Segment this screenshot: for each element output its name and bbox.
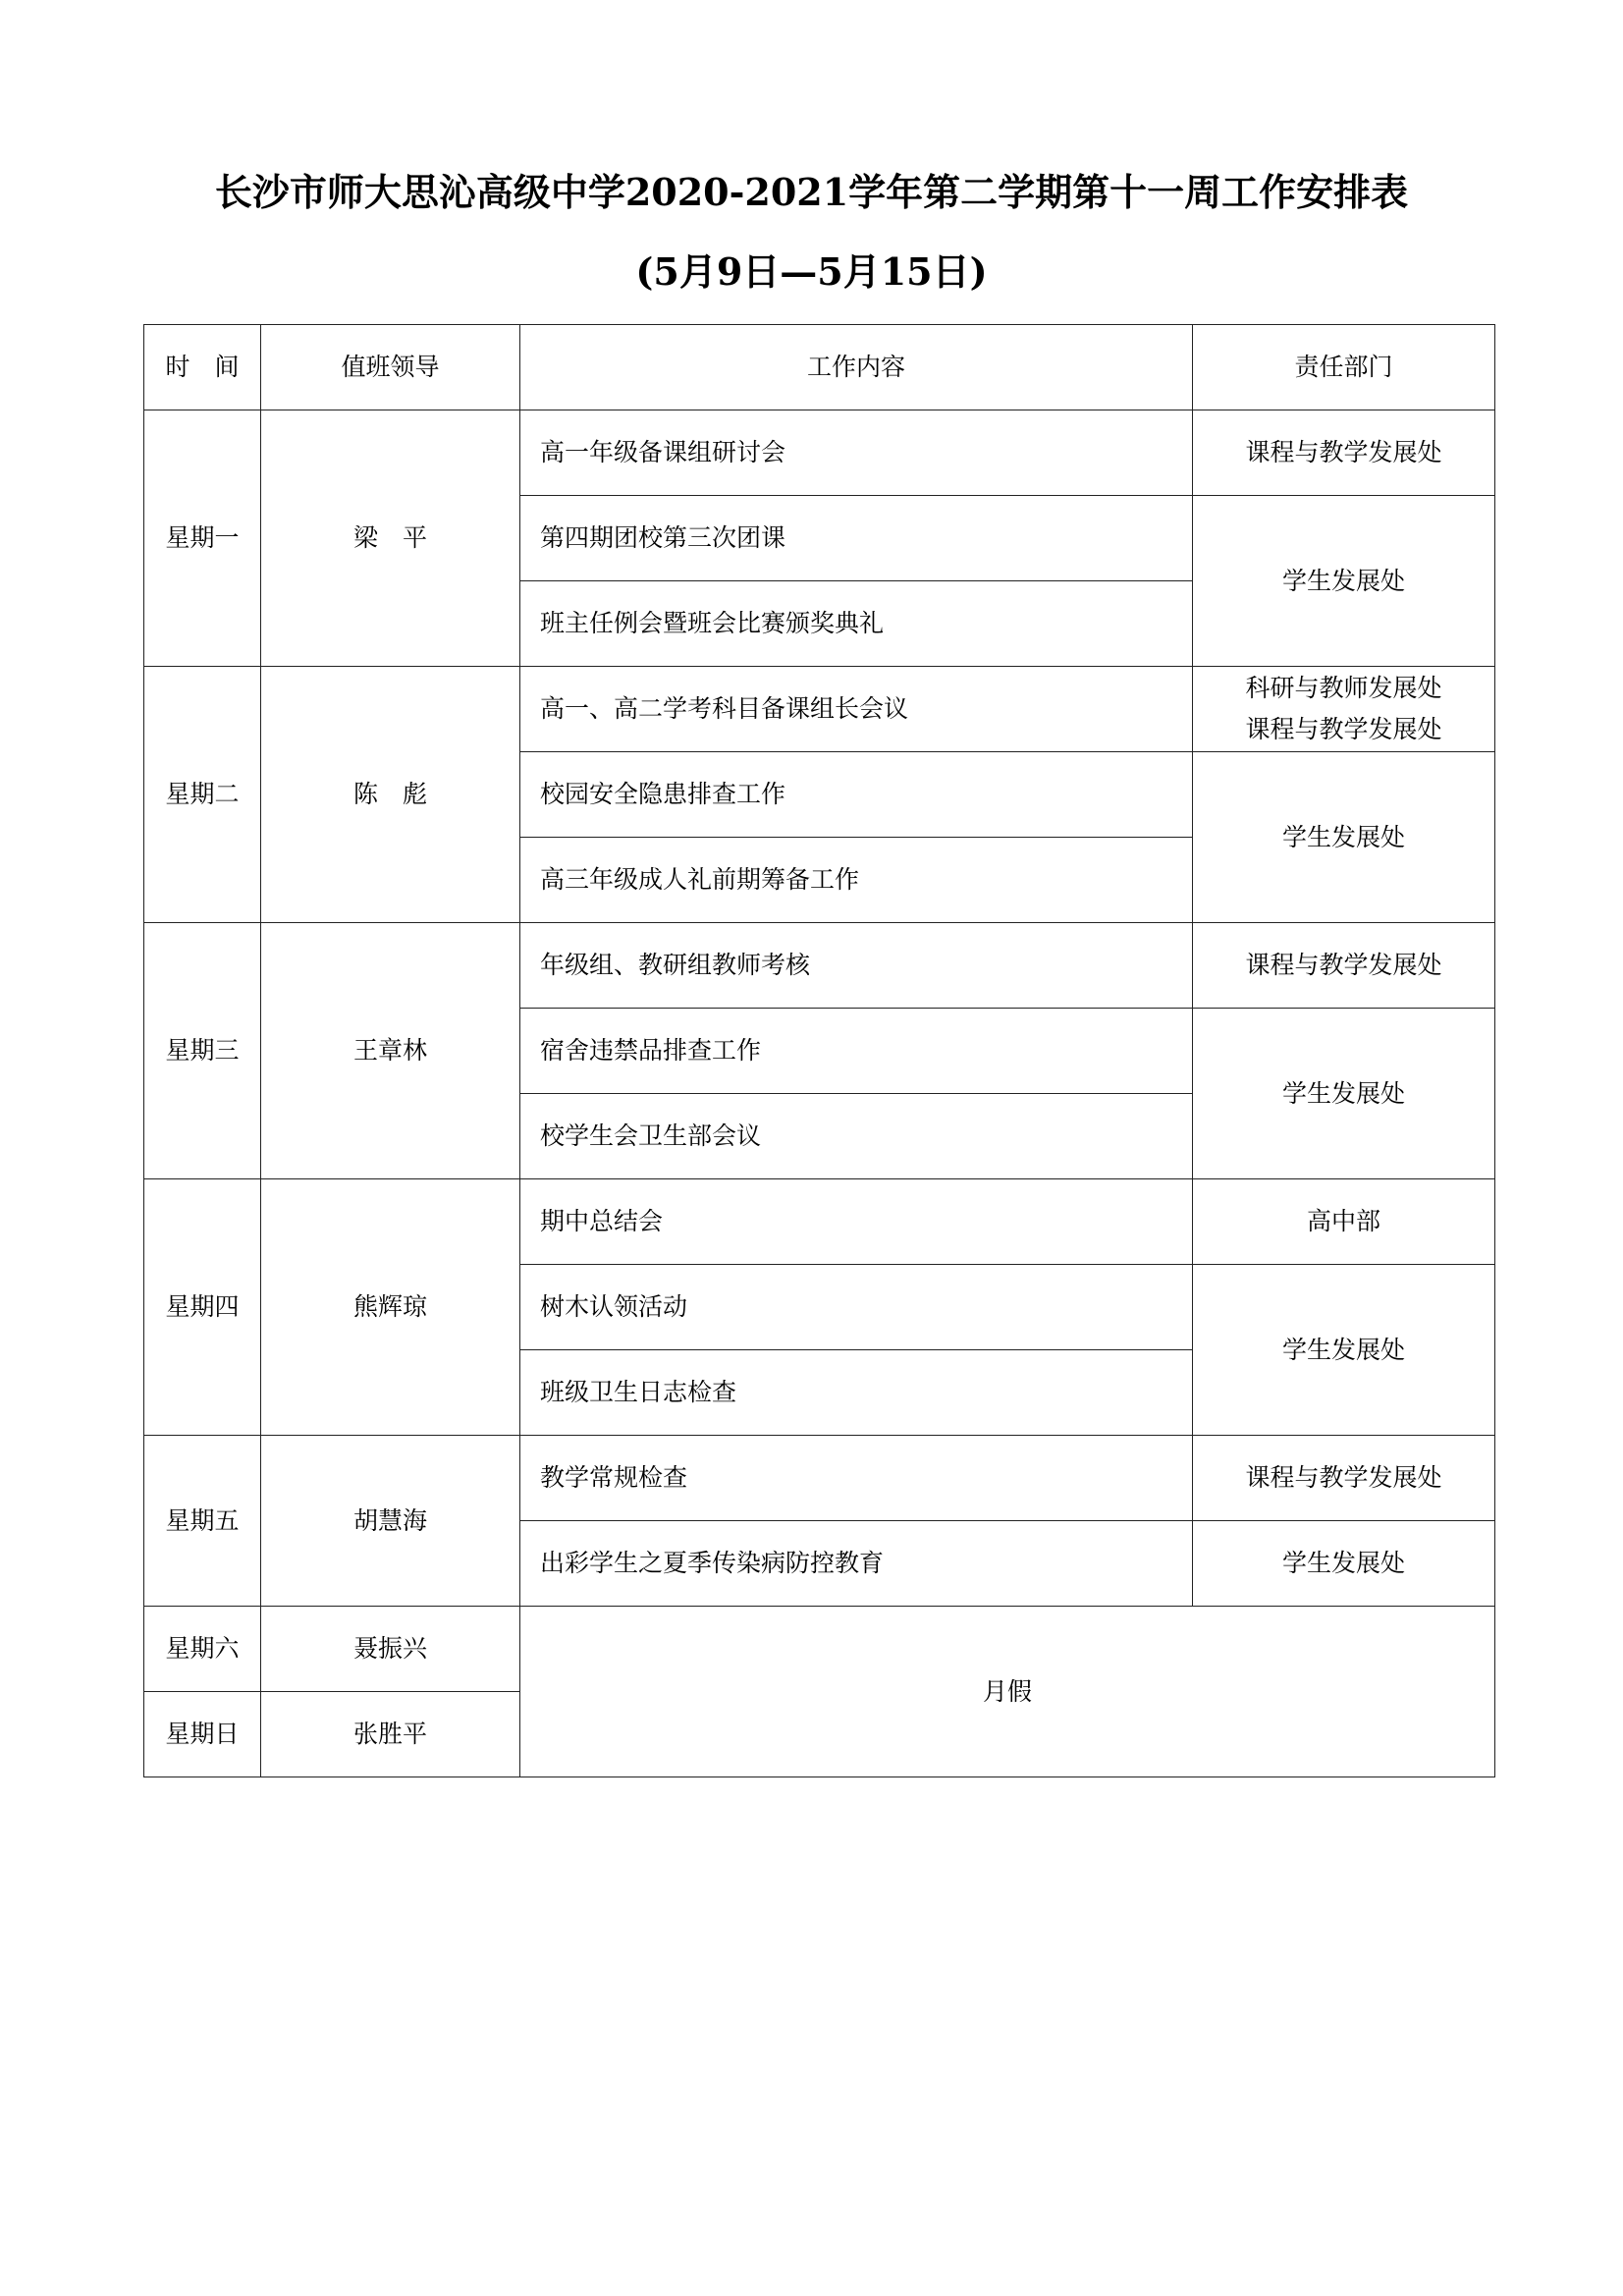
task-cell: 校园安全隐患排查工作 bbox=[520, 752, 1193, 838]
task-cell: 教学常规检查 bbox=[520, 1436, 1193, 1521]
dept-line: 科研与教师发展处 bbox=[1245, 674, 1442, 702]
task-cell: 高一年级备课组研讨会 bbox=[520, 410, 1193, 496]
task-cell: 出彩学生之夏季传染病防控教育 bbox=[520, 1521, 1193, 1607]
dept-cell: 学生发展处 bbox=[1193, 1009, 1495, 1179]
task-cell: 宿舍违禁品排查工作 bbox=[520, 1009, 1193, 1094]
dept-cell: 课程与教学发展处 bbox=[1193, 923, 1495, 1009]
table-row bbox=[144, 1179, 1495, 1265]
task-cell: 高三年级成人礼前期筹备工作 bbox=[520, 838, 1193, 923]
leader-cell: 熊辉琼 bbox=[261, 1179, 520, 1436]
dept-cell: 学生发展处 bbox=[1193, 752, 1495, 923]
table-row bbox=[144, 1607, 1495, 1692]
leader-cell: 张胜平 bbox=[261, 1692, 520, 1777]
header-time: 时 间 bbox=[144, 325, 261, 410]
task-cell: 班主任例会暨班会比赛颁奖典礼 bbox=[520, 581, 1193, 667]
dept-line: 课程与教学发展处 bbox=[1245, 715, 1442, 743]
dept-cell: 高中部 bbox=[1193, 1179, 1495, 1265]
day-cell: 星期三 bbox=[144, 923, 261, 1179]
task-cell: 班级卫生日志检查 bbox=[520, 1350, 1193, 1436]
day-cell: 星期四 bbox=[144, 1179, 261, 1436]
leader-cell: 胡慧海 bbox=[261, 1436, 520, 1607]
schedule-table bbox=[143, 324, 1495, 1777]
task-cell: 年级组、教研组教师考核 bbox=[520, 923, 1193, 1009]
header-row bbox=[144, 325, 1495, 410]
table-row bbox=[144, 1436, 1495, 1521]
header-dept: 责任部门 bbox=[1193, 325, 1495, 410]
header-content: 工作内容 bbox=[520, 325, 1193, 410]
page-title: 长沙市师大思沁高级中学2020-2021学年第二学期第十一周工作安排表 bbox=[214, 170, 1409, 214]
table-row bbox=[144, 923, 1495, 1009]
day-cell: 星期六 bbox=[144, 1607, 261, 1692]
dept-cell: 课程与教学发展处 bbox=[1193, 1436, 1495, 1521]
task-cell: 校学生会卫生部会议 bbox=[520, 1094, 1193, 1179]
header-leader: 值班领导 bbox=[261, 325, 520, 410]
table-row bbox=[144, 410, 1495, 496]
table-row bbox=[144, 667, 1495, 752]
dept-cell: 学生发展处 bbox=[1193, 1265, 1495, 1436]
task-cell: 树木认领活动 bbox=[520, 1265, 1193, 1350]
day-cell: 星期二 bbox=[144, 667, 261, 923]
date-range-subtitle: (5月9日—5月15日) bbox=[635, 249, 988, 294]
task-cell: 高一、高二学考科目备课组长会议 bbox=[520, 667, 1193, 752]
leader-cell: 梁 平 bbox=[261, 410, 520, 667]
task-cell: 第四期团校第三次团课 bbox=[520, 496, 1193, 581]
task-cell: 期中总结会 bbox=[520, 1179, 1193, 1265]
weekend-note-cell: 月假 bbox=[520, 1607, 1495, 1777]
leader-cell: 聂振兴 bbox=[261, 1607, 520, 1692]
day-cell: 星期日 bbox=[144, 1692, 261, 1777]
dept-cell bbox=[1193, 667, 1495, 752]
leader-cell: 王章林 bbox=[261, 923, 520, 1179]
leader-cell: 陈 彪 bbox=[261, 667, 520, 923]
day-cell: 星期五 bbox=[144, 1436, 261, 1607]
dept-cell: 学生发展处 bbox=[1193, 496, 1495, 667]
day-cell: 星期一 bbox=[144, 410, 261, 667]
dept-cell: 课程与教学发展处 bbox=[1193, 410, 1495, 496]
dept-cell: 学生发展处 bbox=[1193, 1521, 1495, 1607]
